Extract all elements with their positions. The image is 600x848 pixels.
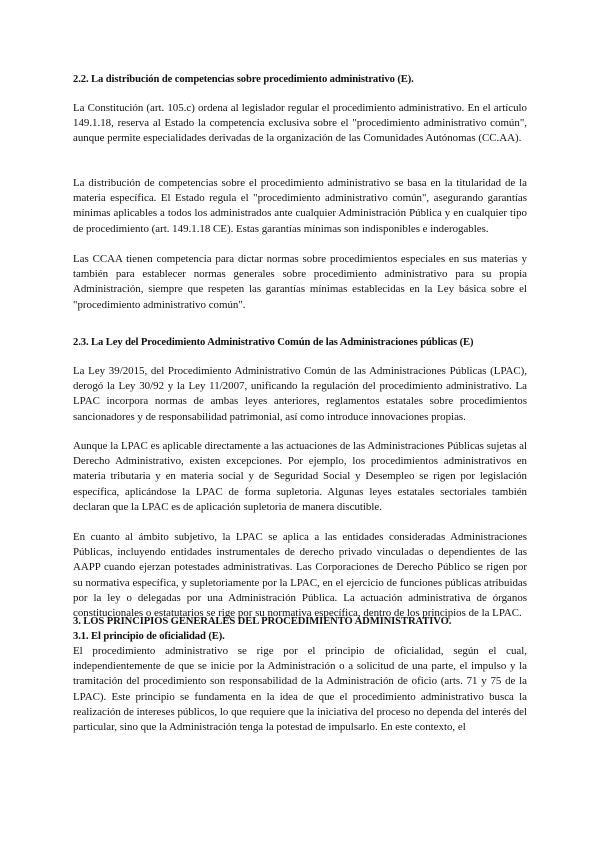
paragraph: La Constitución (art. 105.c) ordena al legislador regular el procedimiento administrativo. En el artículo 149.1.18, reserva al Estado la competencia exclusiva sobre el "procedimiento administrativo común", aunque permite especialidades derivadas de la organización de las Comunidades Autónomas (CC.AA). bbox=[73, 102, 527, 145]
subsection-heading-3-1: 3.1. El principio de oficialidad (E). bbox=[73, 631, 225, 642]
paragraph: En cuanto al ámbito subjetivo, la LPAC se aplica a las entidades consideradas Administraciones Públicas, incluyendo entidades instrumentales de derecho privado vinculadas o dependientes de las AAPP cuando ejerzan potestades administrativas. Las Corporaciones de Derecho Público se rigen por su normativa específica, y supletoriamente por la LPAC, en el ejercicio de funciones públicas atribuidas por la ley o delegadas por una Administración Pública. La actuación administrativa de órganos constitucionales o estatutarios se rige por su normativa específica, dentro de los principios de la LPAC. bbox=[73, 531, 527, 620]
section-heading-3: 3. LOS PRINCIPIOS GENERALES DEL PROCEDIMIENTO ADMINISTRATIVO. bbox=[73, 616, 452, 627]
section-heading-2-3: 2.3. La Ley del Procedimiento Administrativo Común de las Administraciones públicas (E) bbox=[73, 337, 474, 348]
section-heading-2-2: 2.2. La distribución de competencias sobre procedimiento administrativo (E). bbox=[73, 74, 414, 85]
paragraph: Las CCAA tienen competencia para dictar normas sobre procedimientos especiales en sus materias y también para establecer normas generales sobre procedimiento administrativo para su propia Administración, siempre que respeten las garantías mínimas establecidas en la Ley básica sobre el "procedimiento administrativo común". bbox=[73, 253, 527, 311]
paragraph: Aunque la LPAC es aplicable directamente a las actuaciones de las Administraciones Públicas sujetas al Derecho Administrativo, existen excepciones. Por ejemplo, los procedimientos administrativos en materia tributaria y en materia social y de Seguridad Social y Desempleo se rigen por legislación específica, aplicándose la LPAC de forma supletoria. Algunas leyes estatales sectoriales también declaran que la LPAC es de aplicación supletoria de manera discutible. bbox=[73, 440, 527, 513]
paragraph: El procedimiento administrativo se rige por el principio de oficialidad, según el cual, independientemente de que se inicie por la Administración o a solicitud de una parte, el impulso y la tramitación del procedimiento son responsabilidad de la Administración de oficio (arts. 71 y 75 de la LPAC). Este principio se fundamenta en la idea de que el procedimiento administrativo busca la realización de intereses públicos, lo que requiere que la iniciativa del proceso no dependa del interés del particular, sino que la Administración tenga la potestad de impulsarlo. En este contexto, el bbox=[73, 645, 527, 734]
paragraph: La distribución de competencias sobre el procedimiento administrativo se basa en la titularidad de la materia específica. El Estado regula el "procedimiento administrativo común", asegurando garantías mínimas aplicables a todos los administrados ante cualquier Administración Pública y en cualquier tipo de procedimiento (art. 149.1.18 CE). Estas garantías mínimas son indisponibles e inderogables. bbox=[73, 177, 527, 235]
paragraph: La Ley 39/2015, del Procedimiento Administrativo Común de las Administraciones Públicas (LPAC), derogó la Ley 30/92 y la Ley 11/2007, unificando la regulación del procedimiento administrativo. La LPAC incorpora normas de ambas leyes anteriores, reglamentos estatales sobre procedimientos sancionadores y de responsabilidad patrimonial, así como introduce innovaciones propias. bbox=[73, 365, 527, 423]
